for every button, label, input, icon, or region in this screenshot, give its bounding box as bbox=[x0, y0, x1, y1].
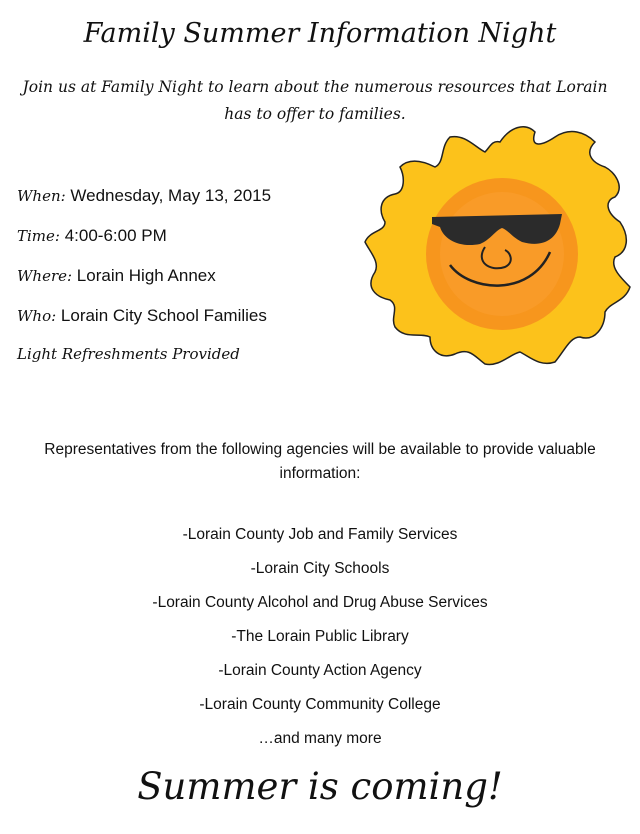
agency-item: -Lorain City Schools bbox=[250, 560, 390, 577]
agency-item: -The Lorain Public Library bbox=[231, 628, 409, 645]
detail-value: 4:00-6:00 PM bbox=[64, 226, 167, 245]
detail-value: Lorain High Annex bbox=[76, 266, 216, 285]
detail-where bbox=[17, 266, 216, 286]
agency-item: -Lorain County Action Agency bbox=[218, 662, 422, 679]
detail-label: Where: bbox=[17, 267, 73, 285]
intro-text: Join us at Family Night to learn about the numerous resources that Lorain has to offer to families. bbox=[22, 78, 608, 123]
detail-time bbox=[17, 226, 167, 246]
closing-headline: Summer is coming! bbox=[137, 765, 503, 808]
agency-item: -Lorain County Community College bbox=[199, 696, 441, 713]
sun-face-inner bbox=[440, 192, 564, 316]
detail-label: Time: bbox=[17, 227, 60, 245]
detail-label: When: bbox=[17, 187, 66, 205]
detail-when bbox=[17, 186, 271, 206]
refreshments-note: Light Refreshments Provided bbox=[17, 345, 240, 363]
agency-item: …and many more bbox=[258, 730, 382, 747]
flyer-title: Family Summer Information Night bbox=[83, 18, 557, 49]
detail-value: Lorain City School Families bbox=[60, 306, 267, 325]
detail-who bbox=[17, 306, 267, 326]
sun-sunglasses-image bbox=[360, 122, 640, 372]
agency-item: -Lorain County Job and Family Services bbox=[182, 526, 458, 543]
detail-value: Wednesday, May 13, 2015 bbox=[70, 186, 272, 205]
representatives-text: Representatives from the following agencies will be available to provide valuable information: bbox=[44, 441, 596, 482]
agency-item: -Lorain County Alcohol and Drug Abuse Services bbox=[152, 594, 488, 611]
detail-label: Who: bbox=[17, 307, 57, 325]
